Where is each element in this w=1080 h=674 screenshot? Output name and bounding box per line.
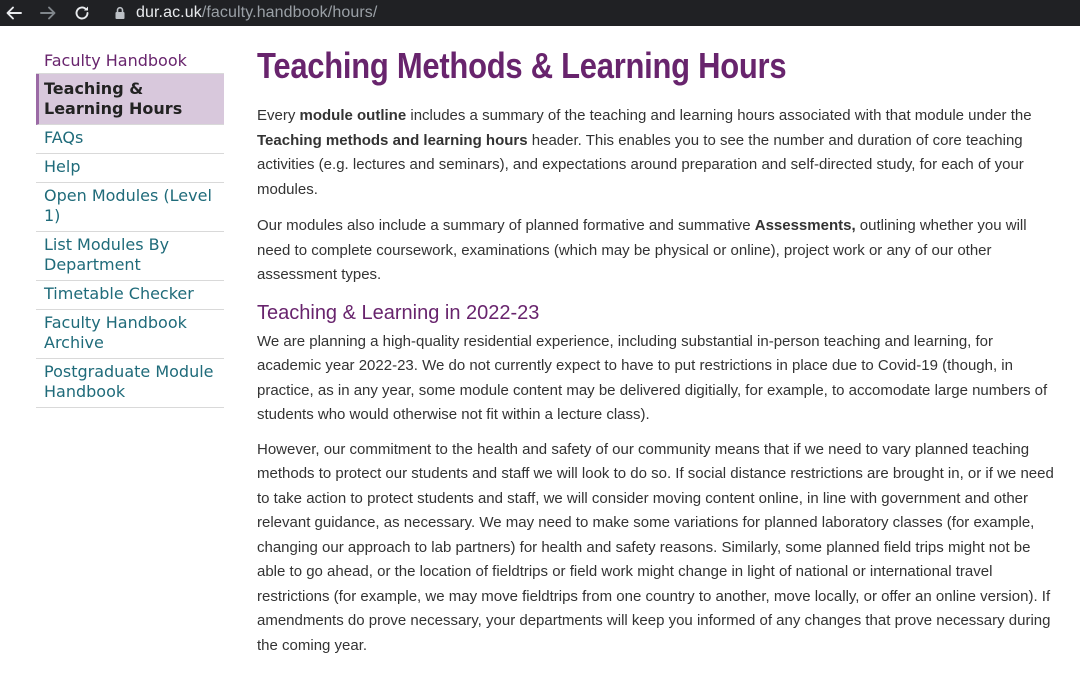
- sidebar-item-help[interactable]: Help: [36, 154, 224, 183]
- sidebar-item-faqs[interactable]: FAQs: [36, 125, 224, 154]
- intro-text-c: includes a summary of the teaching and learning hours associated with that module under the: [406, 107, 1032, 124]
- module-outline-emphasis: module outline: [299, 107, 407, 124]
- assessments-text-c: outlining whether you will need to complete coursework, examinations (which may be physical or online), project work or any of our other assessment types.: [257, 217, 1027, 283]
- sidebar-nav: [36, 48, 224, 408]
- page-title: Teaching Methods & Learning Hours: [257, 45, 787, 86]
- sidebar-item-faculty-handbook[interactable]: Faculty Handbook: [36, 48, 224, 74]
- sidebar-item-postgraduate-module-handbook[interactable]: Postgraduate Module Handbook: [36, 359, 224, 408]
- assessments-paragraph: [257, 214, 1057, 288]
- health-safety-paragraph: However, our commitment to the health and safety of our community means that if we need to vary planned teaching methods to protect our students and staff we will look to do so. If social distance restrictions are brought in, or if we need to take action to protect students and staff, we will consider moving content online, in line with government and other relevant guidance, as necessary. We may need to make some variations for planned laboratory classes (for example, changing our approach to lab partners) for health and safety reasons. Similarly, some planned field trips might not be able to go ahead, or the location of fieldtrips or field work might change in light of national or international travel restrictions (for example, we may move fieldtrips from one country to another, move locally, or offer an online version). If amendments do prove necessary, your departments will keep you informed of any changes that prove necessary during the coming year.: [257, 440, 1054, 654]
- lock-icon: [114, 6, 126, 20]
- assessments-emphasis: Assessments,: [754, 217, 856, 234]
- sidebar-item-open-modules[interactable]: Open Modules (Level 1): [36, 183, 224, 232]
- url-text: [136, 4, 377, 22]
- sidebar-item-faculty-handbook-archive[interactable]: Faculty Handbook Archive: [36, 310, 224, 359]
- sidebar-item-teaching-learning-hours[interactable]: Teaching & Learning Hours: [36, 74, 224, 125]
- intro-text-e: header. This enables you to see the number and duration of core teaching activities (e.g. lectures and seminars), and expectations around preparation and self-directed study, for each of your modules.: [257, 131, 1024, 198]
- planning-paragraph: We are planning a high-quality residential experience, including substantial in-person teaching and learning, for academic year 2022-23. We do not currently expect to have to put restrictions in place due to Covid-19 (though, in practice, as in any year, some module content may be delivered digitially, for example, to accomodate large numbers of students who would otherwise not fit within a lecture class).: [257, 332, 1048, 423]
- back-arrow-icon[interactable]: [2, 1, 26, 25]
- intro-text-a: Every: [257, 107, 300, 124]
- teaching-methods-emphasis: Teaching methods and learning hours: [257, 131, 528, 149]
- forward-arrow-icon[interactable]: [36, 1, 60, 25]
- browser-toolbar: [0, 0, 1080, 26]
- main-content: [257, 44, 1057, 658]
- reload-icon[interactable]: [70, 1, 94, 25]
- address-bar[interactable]: [114, 0, 377, 26]
- assessments-text-a: Our modules also include a summary of planned formative and summative: [257, 217, 755, 234]
- sidebar-item-timetable-checker[interactable]: Timetable Checker: [36, 281, 224, 310]
- url-path: /faculty.handbook/hours/: [201, 4, 378, 21]
- intro-paragraph: [257, 104, 1057, 202]
- section-heading: Teaching & Learning in 2022-23: [257, 301, 540, 324]
- sidebar-item-list-modules-by-department[interactable]: List Modules By Department: [36, 232, 224, 281]
- url-host: dur.ac.uk: [136, 4, 202, 21]
